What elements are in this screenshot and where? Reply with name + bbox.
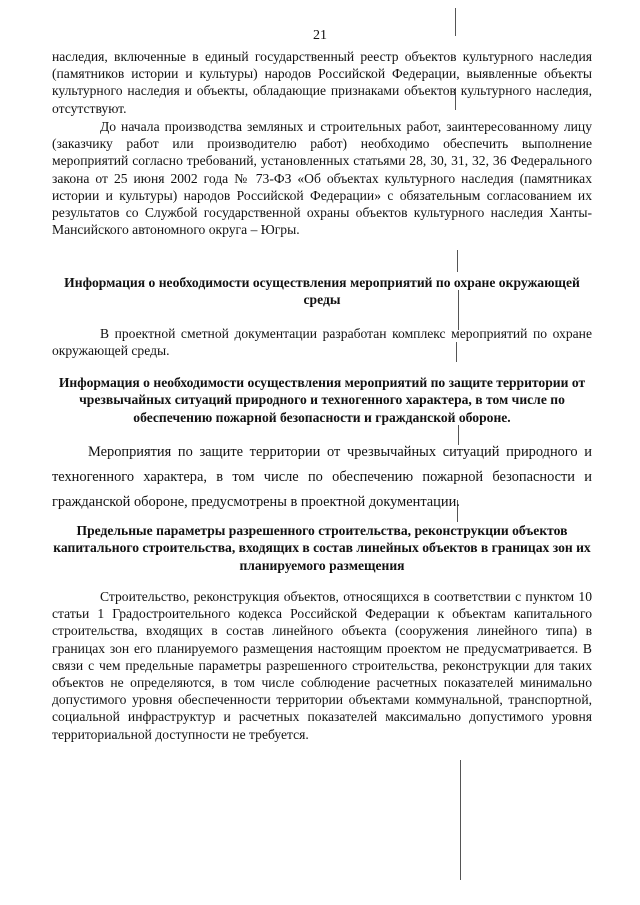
- scan-mark: [457, 250, 458, 272]
- paragraph-text: В проектной сметной документации разработан комплекс мероприятий по охране окружающей среды.: [52, 326, 592, 359]
- section-heading: Информация о необходимости осуществления мероприятий по защите территории от чрезвычайных ситуаций природного и техногенного характера, в том числе по обеспечению пожарной безопасности и гражданской обороне.: [58, 375, 586, 425]
- paragraph-text: Строительство, реконструкция объектов, относящихся в соответствии с пунктом 10 статьи 1 Градостроительного кодекса Российской Федерации к объектам капитального строительства, входящих в состав линейного объекта (сооружения линейного типа) в границах зон его планируемого размещения настоящим проектом не предусматривается. В связи с чем предельные параметры разрешенного строительства, реконструкции для таких объектов не определяются, в том числе соблюдение расчетных показателей минимально допустимого уровня обеспеченности территории объектами коммунальной, транспортной, социальной инфраструктур и расчетных показателей максимально допустимого уровня территориальной доступности не требуется.: [52, 589, 592, 742]
- section-heading: Предельные параметры разрешенного строительства, реконструкции объектов капитального строительства, входящих в состав линейных объектов в границах зон их планируемого размещения: [53, 523, 591, 573]
- paragraph-heritage-absent: [52, 48, 592, 117]
- section-heading: Информация о необходимости осуществления мероприятий по охране окружающей среды: [64, 275, 580, 308]
- paragraph-construction-limits: [52, 588, 592, 743]
- page-number: 21: [313, 28, 327, 43]
- heading-environment: [52, 274, 592, 309]
- scan-mark: [455, 8, 456, 36]
- paragraph-text: До начала производства земляных и строительных работ, заинтересованному лицу (заказчику работ или производителю работ) необходимо обеспечить выполнение мероприятий согласно требований, установленных статьями 28, 30, 31, 32, 36 Федерального закона от 25 июня 2002 года № 73-ФЗ «Об объектах культурного наследия (памятниках истории и культуры) народов Российской Федерации» с обязательным согласованием их результатов со Службой государственной охраны объектов культурного наследия Ханты-Мансийского автономного округа – Югры.: [52, 119, 592, 238]
- paragraph-text: Мероприятия по защите территории от чрезвычайных ситуаций природного и техногенного характера, в том числе по обеспечению пожарной безопасности и гражданской обороне, предусмотрены в проектной документации.: [52, 444, 592, 510]
- heading-construction-limits: [52, 522, 592, 574]
- paragraph-text: наследия, включенные в единый государственный реестр объектов культурного наследия (памятников истории и культуры) народов Российской Федерации, выявленные объекты культурного наследия и объекты, обладающие признаками объектов культурного наследия, отсутствуют.: [52, 49, 592, 116]
- paragraph-emergency: [52, 440, 592, 515]
- paragraph-heritage-requirements: [52, 118, 592, 238]
- scan-mark: [460, 760, 461, 880]
- paragraph-environment: [52, 325, 592, 359]
- heading-emergency: [52, 374, 592, 426]
